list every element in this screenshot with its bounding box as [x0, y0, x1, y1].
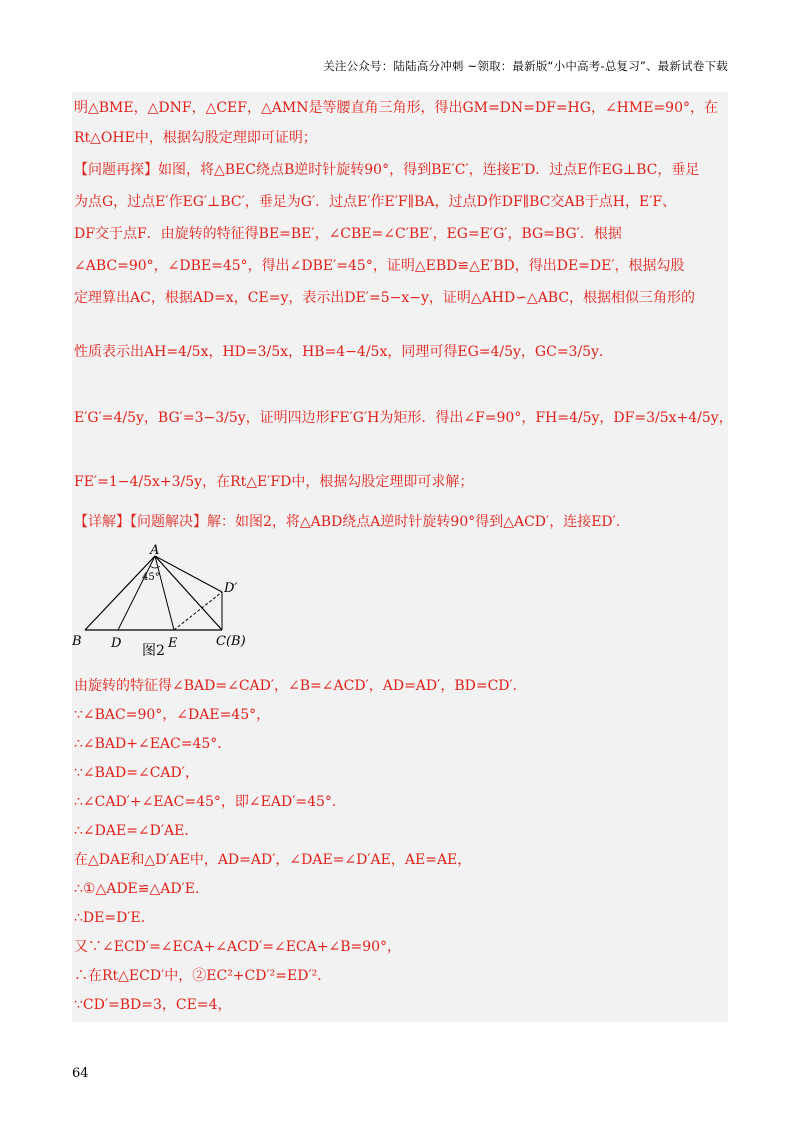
- text-line-13: ∵∠BAC=90°，∠DAE=45°，: [74, 707, 271, 723]
- segment-ed-prime-dashed: [174, 592, 222, 630]
- text-line-7: 定理算出AC，根据AD=x，CE=y，表示出DE′=5−x−y，证明△AHD∽△ABC，根据相似三角形的: [74, 290, 696, 306]
- page-number: 64: [72, 1066, 89, 1081]
- text-line-11: 【详解】【问题解决】解：如图2，将△ABD绕点A逆时针旋转90°得到△ACD′，连接ED′．: [74, 514, 630, 530]
- side-ab: [85, 556, 155, 630]
- label-45: 45°: [142, 572, 160, 583]
- label-e: E: [168, 636, 178, 651]
- figure-caption: 图2: [142, 643, 165, 659]
- page-header: 关注公众号：陆陆高分冲刺 ~领取：最新版“小中高考-总复习”、最新试卷下载: [323, 59, 728, 73]
- label-c-b: C(B): [216, 634, 246, 649]
- text-line-9: E′G′=4/5y，BG′=3−3/5y，证明四边形FE′G′H为矩形．得出∠F=90°，FH=4/5y，DF=3/5x+4/5y，: [74, 410, 733, 426]
- text-line-23: ∵CD′=BD=3，CE=4，: [74, 997, 232, 1013]
- text-line-2: Rt△OHE中，根据勾股定理即可证明；: [74, 130, 317, 146]
- segment-ad: [118, 556, 155, 630]
- label-a: A: [150, 543, 160, 558]
- text-line-5: DF交于点F．由旋转的特征得BE=BE′，∠CBE=∠C′BE′，EG=E′G′，BG=BG′．根据: [74, 226, 622, 242]
- label-d-prime: D′: [224, 581, 238, 596]
- label-b: B: [72, 634, 82, 649]
- text-line-18: 在△DAE和△D′AE中，AD=AD′，∠DAE=∠D′AE，AE=AE，: [74, 852, 472, 868]
- segment-ad-prime: [155, 556, 222, 592]
- content-panel: [72, 92, 733, 1022]
- text-line-21: 又∵∠ECD′=∠ECA+∠ACD′=∠ECA+∠B=90°，: [74, 939, 402, 955]
- text-line-15: ∵∠BAD=∠CAD′，: [74, 765, 199, 781]
- side-ac: [155, 556, 222, 630]
- text-line-1: 明△BME，△DNF，△CEF，△AMN是等腰直角三角形，得出GM=DN=DF=HG，∠HME=90°，在: [74, 100, 718, 116]
- text-line-4: 为点G，过点E′作EG′⊥BC′，垂足为G′．过点E′作E′F∥BA，过点D作DF∥BC交AB于点H，E′F、: [74, 194, 677, 210]
- text-line-6: ∠ABC=90°，∠DBE=45°，得出∠DBE′=45°，证明△EBD≌△E′BD，得出DE=DE′，根据勾股: [74, 258, 685, 274]
- text-line-8: 性质表示出AH=4/5x，HD=3/5x，HB=4−4/5x，同理可得EG=4/5y，GC=3/5y．: [74, 344, 613, 360]
- text-line-3: 【问题再探】如图，将△BEC绕点B逆时针旋转90°，得到BE′C′，连接E′D．过点E作EG⊥BC，垂足: [74, 162, 700, 178]
- text-line-12: 由旋转的特征得∠BAD=∠CAD′，∠B=∠ACD′，AD=AD′，BD=CD′．: [74, 678, 527, 694]
- text-line-14: ∴∠BAD+∠EAC=45°．: [74, 736, 232, 752]
- geometry-figure: [72, 542, 272, 667]
- text-line-17: ∴∠DAE=∠D′AE．: [74, 823, 199, 839]
- text-line-10: FE′=1−4/5x+3/5y，在Rt△E′FD中，根据勾股定理即可求解；: [74, 474, 474, 490]
- text-line-22: ∴在Rt△ECD′中，②EC²+CD′²=ED′²．: [74, 968, 332, 984]
- text-line-20: ∴DE=D′E．: [74, 910, 155, 926]
- text-line-16: ∴∠CAD′+∠EAC=45°，即∠EAD′=45°．: [74, 794, 346, 810]
- text-line-19: ∴①△ADE≌△AD′E．: [74, 881, 210, 897]
- label-d: D: [111, 636, 122, 651]
